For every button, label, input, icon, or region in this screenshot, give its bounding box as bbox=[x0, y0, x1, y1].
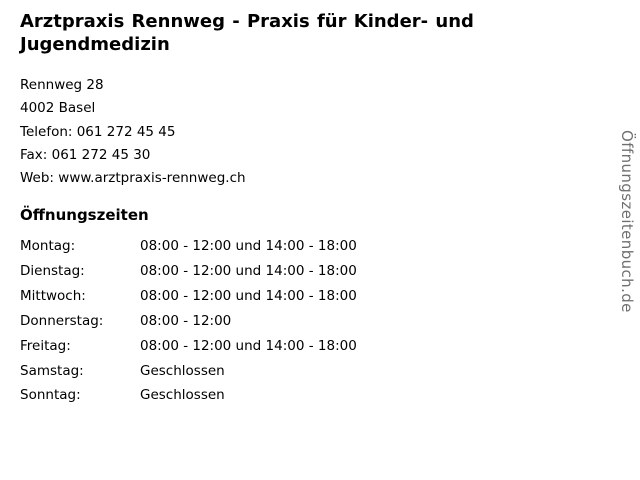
opening-hours-heading: Öffnungszeiten bbox=[20, 206, 149, 225]
day-label: Donnerstag: bbox=[20, 312, 104, 329]
day-hours: 08:00 - 12:00 bbox=[140, 312, 232, 329]
watermark-label: Öffnungszeitenbuch.de bbox=[618, 130, 636, 313]
table-row bbox=[20, 313, 357, 338]
day-label: Montag: bbox=[20, 238, 76, 255]
table-row bbox=[20, 263, 357, 288]
day-hours: 08:00 - 12:00 und 14:00 - 18:00 bbox=[140, 287, 357, 304]
day-label: Sonntag: bbox=[20, 387, 81, 404]
address-fax: Fax: 061 272 45 30 bbox=[20, 146, 151, 163]
day-hours: Geschlossen bbox=[140, 362, 225, 379]
table-row bbox=[20, 238, 357, 263]
address-web: Web: www.arztpraxis-rennweg.ch bbox=[20, 169, 246, 186]
day-hours: 08:00 - 12:00 und 14:00 - 18:00 bbox=[140, 337, 357, 354]
business-card bbox=[20, 10, 600, 412]
table-row bbox=[20, 387, 357, 412]
day-hours: Geschlossen bbox=[140, 387, 225, 404]
opening-hours-table bbox=[20, 238, 357, 412]
address-city: 4002 Basel bbox=[20, 100, 96, 117]
page-title: Arztpraxis Rennweg - Praxis für Kinder- und Jugendmedizin bbox=[20, 11, 474, 56]
table-row bbox=[20, 288, 357, 313]
address-block bbox=[20, 74, 600, 190]
day-label: Samstag: bbox=[20, 362, 84, 379]
day-label: Mittwoch: bbox=[20, 287, 86, 304]
address-street: Rennweg 28 bbox=[20, 77, 104, 94]
day-label: Freitag: bbox=[20, 337, 71, 354]
address-phone: Telefon: 061 272 45 45 bbox=[20, 123, 176, 140]
table-row bbox=[20, 338, 357, 363]
table-row bbox=[20, 363, 357, 388]
day-hours: 08:00 - 12:00 und 14:00 - 18:00 bbox=[140, 238, 357, 255]
day-hours: 08:00 - 12:00 und 14:00 - 18:00 bbox=[140, 263, 357, 280]
day-label: Dienstag: bbox=[20, 263, 85, 280]
